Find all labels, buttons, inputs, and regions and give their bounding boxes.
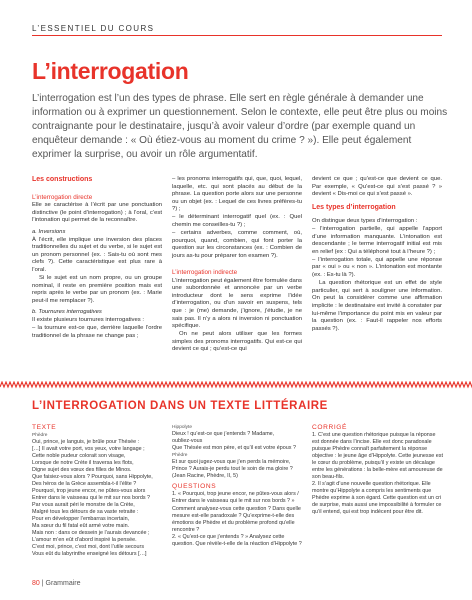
label-corrige: CORRIGÉ <box>312 424 347 431</box>
page-header <box>32 8 442 36</box>
paragraph: L’interrogation peut également être formulée dans une subordonnée et annoncée par un verbe introducteur dont le sens exprime l’idée d’interrogation, ou d’un savoir en suspens, tels que : je (me) demande, j’ignore, j’étudie, je ne sais pas. Il n’y a alors ni inversion ni ponctuation spécifique. <box>172 277 303 330</box>
page-footer <box>32 580 81 587</box>
paragraph: – le déterminant interrogatif quel (ex. : Quel chemin me conseilles-tu ?) ; <box>172 214 302 229</box>
answer-2: 2. Il s’agit d’une nouvelle question rhétorique. Elle montre qu’Hippolyte a compris les sentiments que Phèdre exprime à son égard. Cette question est un cri de surprise, mais aussi une impossibilité à formuler ce qu’il entend, qui est trop indécent pour être dit. <box>312 480 442 516</box>
subheading-inversions: a. Inversions <box>32 228 66 235</box>
poem-line: Par vous aurait péri le monstre de la Crète, <box>32 502 135 509</box>
question-1: 1. « Pourquoi, trop jeune encor, ne pûtes-vous alors / Entrer dans le vaisseau qui le mit sur nos bords ? » Comment analysez-vous cette question ? Dans quelle mesure est-elle paradoxale ? Qu’exprime-t-elle des émotions de Phèdre et du problème profond qu’elle rencontre ? <box>172 491 301 533</box>
poem-line: Des héros de la Grèce assembla-t-il l’élite ? <box>32 480 137 487</box>
header-label: L’ESSENTIEL DU COURS <box>32 24 155 33</box>
label-texte: TEXTE <box>32 424 57 431</box>
poem-line: Ma sœur du fil fatal eût armé votre main. <box>32 523 130 530</box>
poem-line: Que Thésée est mon père, et qu’il est votre époux ? <box>172 445 296 452</box>
speaker-hippolyte: Hippolyte <box>172 425 192 430</box>
page-number: 80 <box>32 580 40 587</box>
poem-lines <box>172 459 302 473</box>
label-questions: QUESTIONS <box>172 483 217 491</box>
poem-line: Digne sujet des vœux des filles de Minos. <box>32 466 132 473</box>
page-title: L’interrogation <box>32 58 189 84</box>
poem-line: Phèdre <box>32 432 48 438</box>
paragraph: Si le sujet est un nom propre, ou un groupe nominal, il reste en première position mais est repris après le verbe par un pronom (ex. : Marie peut-il me remplacer ?). <box>32 275 162 304</box>
poem-line: L’amour m’en eût d’abord inspiré la pensée. <box>32 537 137 544</box>
poem-line: Et sur quoi jugez-vous que j’en perds la mémoire, <box>172 459 291 466</box>
paragraph: On distingue deux types d’interrogation : <box>312 217 418 224</box>
poem-line: Pour en développer l’embarras incertain, <box>32 516 130 523</box>
column-texte <box>32 424 160 558</box>
paragraph: On ne peut alors utiliser que les formes simples des pronoms interrogatifs. Qui est-ce qui devient ce qui ; qu’est-ce qui <box>172 331 302 353</box>
paragraph: – l’interrogation totale, qui appelle une réponse par « oui » ou « non ». L’intonation est montante (ex. : Es-tu là ?). <box>312 256 442 279</box>
poem-line: oubliez-vous <box>172 438 203 445</box>
section-title-texte-litteraire: L’INTERROGATION DANS UN TEXTE LITTÉRAIRE <box>32 400 328 412</box>
paragraph: devient ce que ; qu’est-ce que devient ce que. Par exemple, « Qu’est-ce qui s’est passé ? » devient « Dis-moi ce qui s’est passé ». <box>312 176 442 198</box>
subheading-interrogation-indirecte: L’interrogation indirecte <box>172 269 238 277</box>
answer-1: 1. C’est une question rhétorique puisque la réponse est donnée dans l’incise. Elle est donc paradoxale puisque Phèdre connaît parfaitement la réponse objective : le jeune âge d’Hippolyte. Cette jeunesse est le cœur du problème, puisqu’il y existe un décalage entre les générations : la belle-mère est amoureuse de son beau-fils. <box>312 431 443 480</box>
paragraph: – l’interrogation partielle, qui appelle l’apport d’une information manquante. L’intonation est descendante ; le terme interrogatif initial est mis en relief (ex : Qui a téléphoné tout à l’heure ?) ; <box>312 225 442 255</box>
poem-line: C’est moi, prince, c’est moi, dont l’utile secours <box>32 544 145 551</box>
paragraph: La question rhétorique est un effet de style particulier, qui sert à souligner une information. On peut la considérer comme une affirmation implicite : le destinataire est invité à constater par lui-même l’importance du point mis en valeur par la question (ex. : Faut-il rappeler nos efforts passés ?). <box>312 280 442 332</box>
subheading-tournures: b. Tournures interrogatives <box>32 309 102 316</box>
paragraph: À l’écrit, elle implique une inversion des places traditionnelles du sujet et du verbe, si le sujet est un pronom personnel (ex. : Sais-tu où sont mes clefs ?). Cette caractéristique est plus rare à l’oral. <box>32 236 162 273</box>
poem-line: Prince ? Aurais-je perdu tout le soin de ma gloire ? <box>172 466 293 473</box>
column-questions <box>172 424 302 548</box>
column-constructions <box>32 176 162 341</box>
poem-lines <box>32 432 160 559</box>
poem-line: Dieux ! qu’est-ce que j’entends ? Madame, <box>172 431 275 438</box>
poem-line: Lorsque de notre Crète il traversa les flots, <box>32 459 134 466</box>
footer-separator: | <box>39 580 46 587</box>
poem-line: Vous eût du labyrinthe enseigné les détours […] <box>32 551 147 558</box>
column-pronoms <box>172 176 302 355</box>
poem-line: Malgré tous les détours de sa vaste retraite : <box>32 509 139 516</box>
poem-lines <box>172 431 302 452</box>
poem-line: Mais non : dans ce dessein je l’aurais devancée ; <box>32 530 150 537</box>
paragraph: Il existe plusieurs tournures interrogatives : <box>32 317 144 323</box>
speaker-phedre: Phèdre <box>172 453 188 459</box>
zigzag-divider <box>0 381 472 389</box>
poem-line: Que faisiez-vous alors ? Pourquoi, sans Hippolyte, <box>32 473 153 480</box>
source-citation: (Jean Racine, Phèdre, II, 5) <box>172 473 238 480</box>
section-heading-types: Les types d’interrogation <box>312 204 396 212</box>
paragraph: Elle se caractérise à l’écrit par une ponctuation distinctive (le point d’interrogation) ; à l’oral, c’est l’intonation qui permet de la reconnaître. <box>32 202 162 224</box>
poem-line: Oui, prince, je languis, je brûle pour Thésée : <box>32 438 140 445</box>
lead-paragraph: L’interrogation est l’un des types de phrase. Elle sert en règle générale à demander une information ou à exprimer un questionnement. Selon le contexte, elle peut être plus ou moins contraignante pour le destinataire, jusqu’à avoir valeur d’ordre (par exemple quand un enquêteur demande : « Où étiez-vous au moment du crime ? »). Elle peut également exprimer la surprise, ou avoir un rôle argumentatif. <box>32 93 448 161</box>
subheading-interrogation-directe: L’interrogation directe <box>32 193 93 201</box>
poem-line: […] Il avait votre port, vos yeux, votre langage ; <box>32 445 145 452</box>
section-heading-constructions: Les constructions <box>32 176 93 183</box>
paragraph: – la tournure est-ce que, derrière laquelle l’ordre traditionnel de la phrase ne change pas ; <box>32 325 162 339</box>
question-2: 2. « Qu’est-ce que j’entends ? » Analysez cette question. Que révèle-t-elle de la réaction d’Hippolyte ? <box>172 533 302 547</box>
paragraph: – certains adverbes, comme comment, où, pourquoi, quand, combien, qui font porter la question sur les circonstances (ex. : Combien de jours as-tu pour préparer ton examen ?). <box>172 230 302 259</box>
footer-section: Grammaire <box>45 580 81 587</box>
paragraph: – les pronoms interrogatifs qui, que, quoi, lequel, laquelle, etc. qui sont placés au début de la phrase. La question porte alors sur une personne ou un objet (ex. : Lequel de ces livres préfères-tu ?) ; <box>172 176 302 213</box>
column-corrige <box>312 424 444 516</box>
column-types <box>312 176 442 334</box>
poem-line: Entrer dans le vaisseau qui le mit sur nos bords ? <box>32 494 151 501</box>
poem-line: Pourquoi, trop jeune encor, ne pûtes-vous alors <box>32 487 146 494</box>
poem-line: Cette noble pudeur colorait son visage, <box>32 452 126 459</box>
